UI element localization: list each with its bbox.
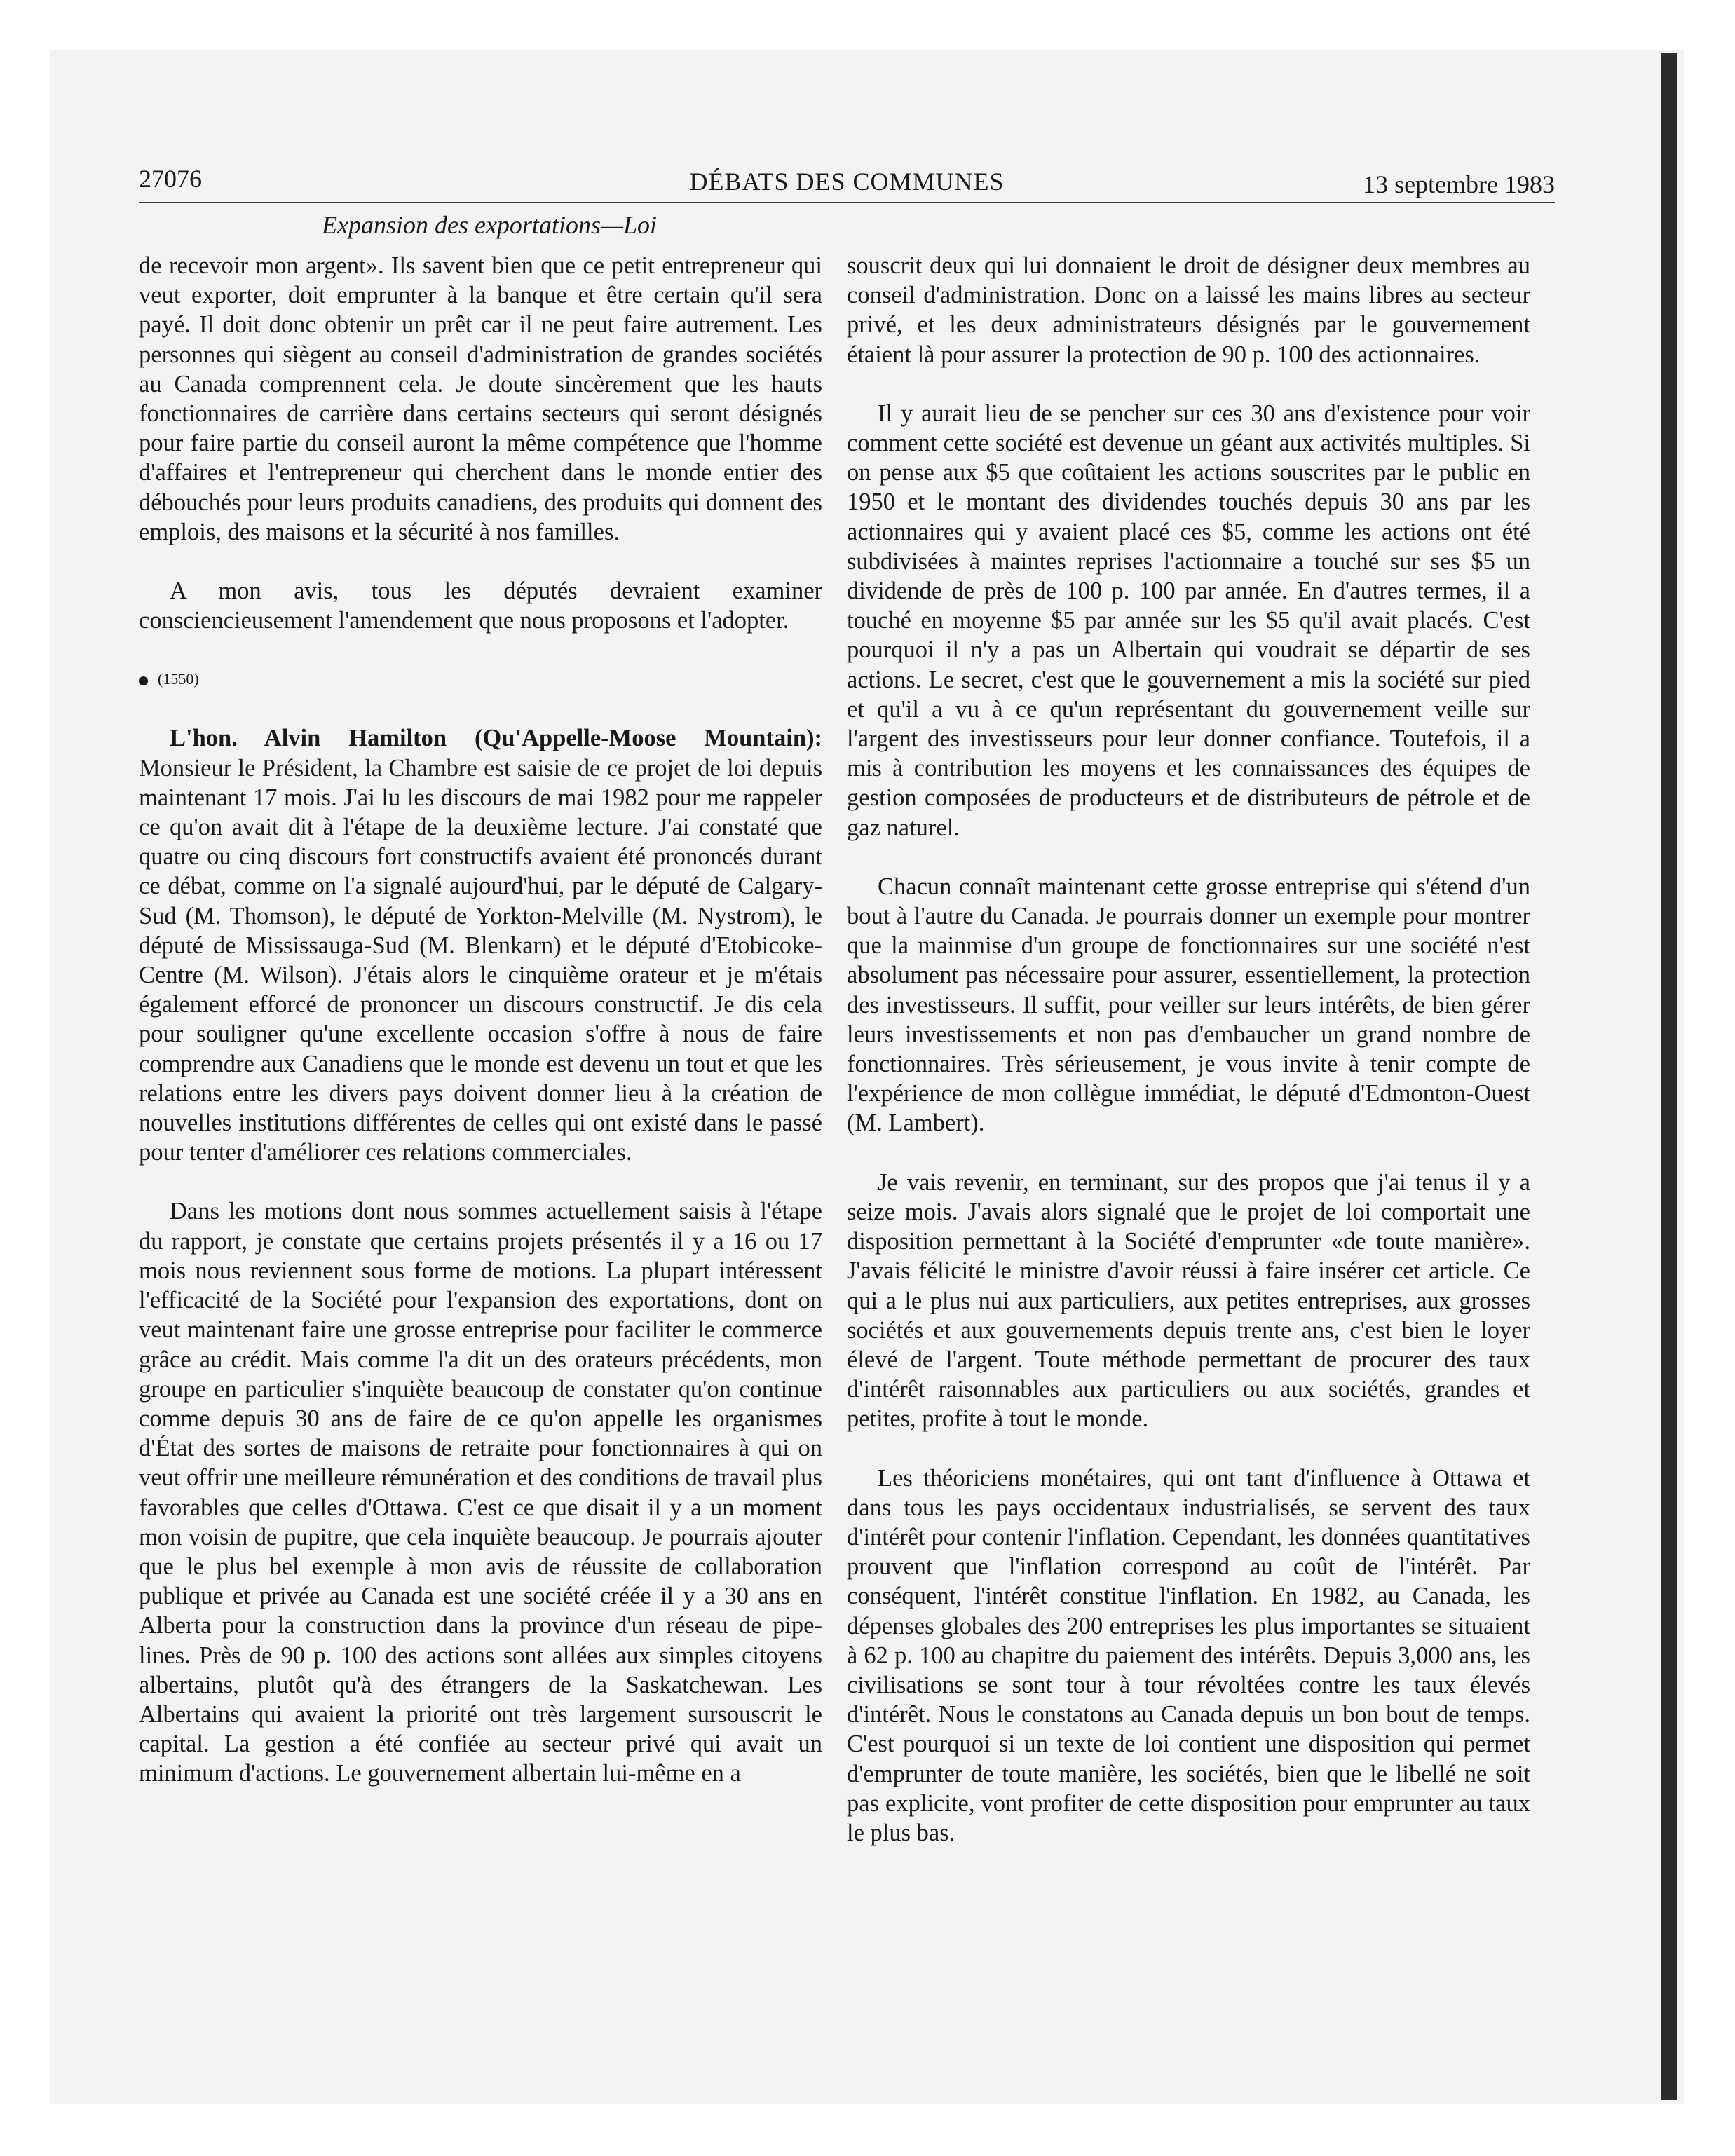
left-column bbox=[139, 251, 822, 1818]
time-marker-text: (1550) bbox=[158, 670, 199, 688]
bullet-dot-icon bbox=[139, 676, 148, 685]
time-marker bbox=[139, 664, 822, 694]
paragraph: Je vais revenir, en terminant, sur des propos que j'ai tenus il y a seize mois. J'avais alors signalé que le projet de loi comportait une disposition permettant à la Société d'emprunter «de toute manière». J'avais félicité le ministre d'avoir réussi à faire insérer cet article. Ce qui a le plus nui aux particuliers, aux petites entreprises, aux grosses sociétés et aux gouvernements depuis trente ans, c'est bien le loyer élevé de l'argent. Toute méthode permettant de procurer des taux d'intérêt raisonnables aux particuliers ou aux sociétés, grandes et petites, profite à tout le monde. bbox=[847, 1168, 1530, 1433]
page-date: 13 septembre 1983 bbox=[1363, 170, 1555, 198]
scan-edge bbox=[1661, 53, 1677, 2100]
section-subheading: Expansion des exportations—Loi bbox=[322, 211, 657, 239]
page-header bbox=[139, 158, 1555, 203]
paragraph: souscrit deux qui lui donnaient le droit de désigner deux membres au conseil d'administration. Donc on a laissé les mains libres au secteur privé, et les deux administrateurs désignés par le gouvernement étaient là pour assurer la protection de 90 p. 100 des actionnaires. bbox=[847, 252, 1530, 368]
page-number: 27076 bbox=[139, 165, 202, 193]
speaker-name: L'hon. Alvin Hamilton (Qu'Appelle-Moose Mountain): bbox=[170, 725, 822, 752]
publication-title: DÉBATS DES COMMUNES bbox=[689, 168, 1005, 196]
paragraph: Chacun connaît maintenant cette grosse entreprise qui s'étend d'un bout à l'autre du Canada. Je pourrais donner un exemple pour montrer que la mainmise d'un groupe de fonctionnaires sur une société n'est absolument pas nécessaire pour assurer, essentiellement, la protection des investisseurs. Il suffit, pour veiller sur leurs intérêts, de bien gérer leurs investissements et non pas d'embaucher un grand nombre de fonctionnaires. Très sérieusement, je vous invite à tenir compte de l'expérience de mon collègue immédiat, le député d'Edmonton-Ouest (M. Lambert). bbox=[847, 873, 1530, 1137]
paragraph: Dans les motions dont nous sommes actuellement saisis à l'étape du rapport, je constate que certains projets présentés il y a 16 ou 17 mois nous reviennent sous forme de motions. La plupart intéressent l'efficacité de la Société pour l'expansion des exportations, dont on veut maintenant faire une grosse entreprise pour faciliter le commerce grâce au crédit. Mais comme l'a dit un des orateurs précédents, mon groupe en particulier s'inquiète beaucoup de constater qu'on continue comme depuis 30 ans de faire de ce qu'on appelle les organismes d'État des sortes de maisons de retraite pour fonctionnaires à qui on veut offrir une meilleure rémunération et des conditions de travail plus favorables que celles d'Ottawa. C'est ce que disait il y a un moment mon voisin de pupitre, que cela inquiète beaucoup. Je pourrais ajouter que le plus bel exemple à mon avis de réussite de collaboration publique et privée au Canada est une société créée il y a 30 ans en Alberta pour la construction dans la province d'un réseau de pipe-lines. Près de 90 p. 100 des actions sont allées aux simples citoyens albertains, plutôt qu'à des étrangers de la Saskatchewan. Les Albertains qui avaient la priorité ont très largement sursouscrit le capital. La gestion a été confiée au secteur privé qui avait un minimum d'actions. Le gouvernement albertain lui-même en a bbox=[139, 1198, 822, 1787]
paragraph: Les théoriciens monétaires, qui ont tant d'influence à Ottawa et dans tous les pays occidentaux industrialisés, se servent des taux d'intérêt pour contenir l'inflation. Cependant, les données quantitatives prouvent que l'inflation correspond au coût de l'intérêt. Par conséquent, l'intérêt constitue l'inflation. En 1982, au Canada, les dépenses globales des 200 entreprises les plus importantes se situaient à 62 p. 100 au chapitre du paiement des intérêts. Depuis 3,000 ans, les civilisations se sont tour à tour révoltées contre les taux élevés d'intérêt. Nous le constatons au Canada depuis un bon bout de temps. C'est pourquoi si un texte de loi contient une disposition qui permet d'emprunter de toute manière, les sociétés, bien que le libellé ne soit pas explicite, vont profiter de cette disposition pour emprunter au taux le plus bas. bbox=[847, 1464, 1530, 1846]
speech-paragraph bbox=[139, 723, 822, 1167]
paragraph: de recevoir mon argent». Ils savent bien que ce petit entrepreneur qui veut exporter, doit emprunter à la banque et être certain qu'il sera payé. Il doit donc obtenir un prêt car il ne peut faire autrement. Les personnes qui siègent au conseil d'administration de grandes sociétés au Canada comprennent cela. Je doute sincèrement que les hauts fonctionnaires de carrière dans certains secteurs qui seront désignés pour faire partie du conseil auront la même compétence que l'homme d'affaires et l'entrepreneur qui cherchent dans le monde entier des débouchés pour leurs produits canadiens, des produits qui donnent des emplois, des maisons et la sécurité à nos familles. bbox=[139, 252, 822, 545]
speech-text: Monsieur le Président, la Chambre est saisie de ce projet de loi depuis maintenant 17 mois. J'ai lu les discours de mai 1982 pour me rappeler ce qu'on avait dit à l'étape de la deuxième lecture. J'ai constaté que quatre ou cinq discours fort constructifs avaient été prononcés durant ce débat, comme on l'a signalé aujourd'hui, par le député de Calgary-Sud (M. Thomson), le député de Yorkton-Melville (M. Nystrom), le député de Mississauga-Sud (M. Blenkarn) et le député d'Etobicoke-Centre (M. Wilson). J'étais alors le cinquième orateur et je m'étais également efforcé de prononcer un discours constructif. Je dis cela pour souligner qu'une excellente occasion s'offre à nous de faire comprendre aux Canadiens que le monde est devenu un tout et que les relations entre les divers pays doivent donner lieu à la création de nouvelles institutions différentes de celles qui ont existé dans le passé pour tenter d'améliorer ces relations commerciales. bbox=[139, 754, 822, 1166]
paragraph: A mon avis, tous les députés devraient examiner consciencieusement l'amendement que nous proposons et l'adopter. bbox=[139, 578, 822, 634]
paragraph: Il y aurait lieu de se pencher sur ces 30 ans d'existence pour voir comment cette société est devenue un géant aux activités multiples. Si on pense aux $5 que coûtaient les actions souscrites par le public en 1950 et le montant des dividendes touchés depuis 30 ans par les actionnaires qui y avaient placé ces $5, comme les actions ont été subdivisées à maintes reprises l'actionnaire a touché sur ses $5 un dividende de près de 100 p. 100 par année. En d'autres termes, il a touché en moyenne $5 par année sur les $5 qu'il avait placés. C'est pourquoi il n'y a pas un Albertain qui voudrait se départir de ses actions. Le secret, c'est que le gouvernement a mis la société sur pied et qu'il a vu à ce qu'un représentant du gouvernement veille sur l'argent des investisseurs pour leur donner confiance. Toutefois, il a mis à contribution les moyens et les connaissances des équipes de gestion composées de producteurs et de distributeurs de pétrole et de gaz naturel. bbox=[847, 400, 1530, 841]
right-column bbox=[847, 251, 1530, 1877]
